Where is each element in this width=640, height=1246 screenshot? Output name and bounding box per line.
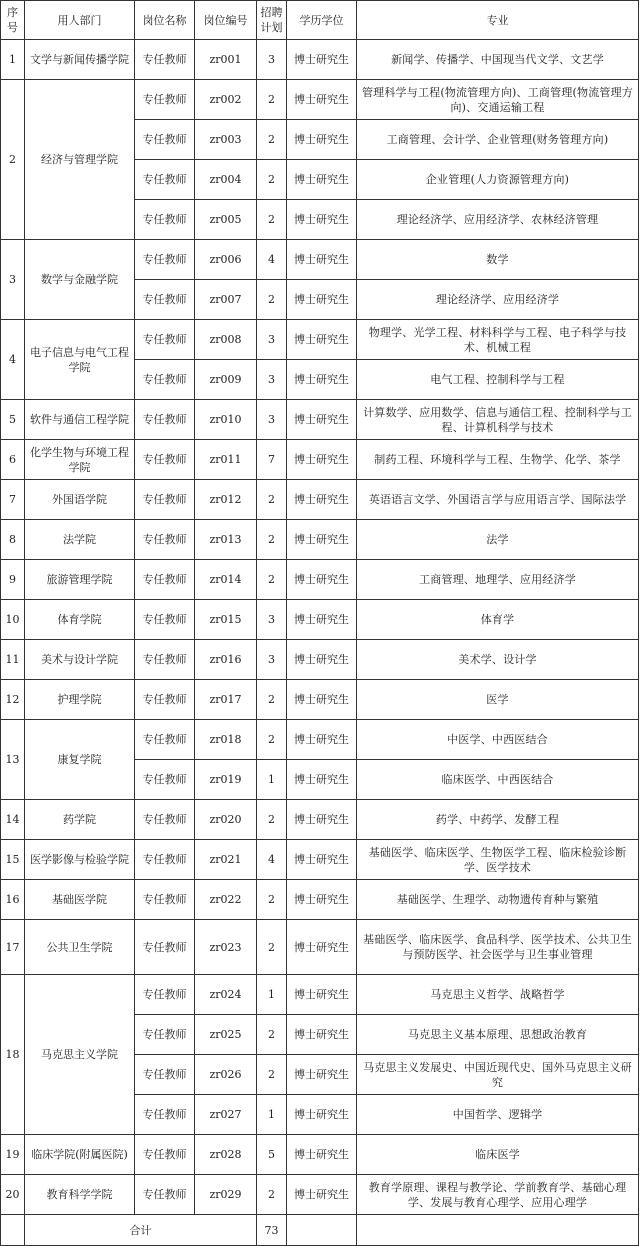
dept-cell: 护理学院 <box>25 680 135 720</box>
degree-cell: 博士研究生 <box>287 880 357 920</box>
major-cell: 马克思主义哲学、战略哲学 <box>357 975 639 1015</box>
major-cell: 理论经济学、应用经济学、农林经济管理 <box>357 200 639 240</box>
table-row <box>1 520 639 560</box>
table-footer <box>1 1215 639 1246</box>
degree-cell: 博士研究生 <box>287 640 357 680</box>
degree-cell: 博士研究生 <box>287 280 357 320</box>
seq-cell: 17 <box>1 920 25 975</box>
table-row <box>1 600 639 640</box>
post-cell: 专任教师 <box>135 120 195 160</box>
degree-cell: 博士研究生 <box>287 160 357 200</box>
post-cell: 专任教师 <box>135 640 195 680</box>
total-major-cell <box>357 1215 639 1246</box>
major-cell: 医学 <box>357 680 639 720</box>
degree-cell: 博士研究生 <box>287 600 357 640</box>
dept-cell: 公共卫生学院 <box>25 920 135 975</box>
major-cell: 工商管理、会计学、企业管理(财务管理方向) <box>357 120 639 160</box>
num-cell: 2 <box>257 280 287 320</box>
header-num: 招聘计划 <box>257 1 287 40</box>
total-value: 73 <box>257 1215 287 1246</box>
degree-cell: 博士研究生 <box>287 80 357 120</box>
num-cell: 4 <box>257 840 287 880</box>
post-cell: 专任教师 <box>135 720 195 760</box>
post-cell: 专任教师 <box>135 840 195 880</box>
table-header <box>1 1 639 40</box>
header-seq: 序号 <box>1 1 25 40</box>
num-cell: 3 <box>257 320 287 360</box>
degree-cell: 博士研究生 <box>287 400 357 440</box>
num-cell: 3 <box>257 360 287 400</box>
major-cell: 体育学 <box>357 600 639 640</box>
major-cell: 药学、中药学、发酵工程 <box>357 800 639 840</box>
dept-cell: 康复学院 <box>25 720 135 800</box>
code-cell: zr023 <box>195 920 257 975</box>
major-cell: 数学 <box>357 240 639 280</box>
code-cell: zr015 <box>195 600 257 640</box>
post-cell: 专任教师 <box>135 400 195 440</box>
code-cell: zr005 <box>195 200 257 240</box>
seq-cell: 11 <box>1 640 25 680</box>
major-cell: 临床医学、中西医结合 <box>357 760 639 800</box>
code-cell: zr004 <box>195 160 257 200</box>
seq-cell: 3 <box>1 240 25 320</box>
post-cell: 专任教师 <box>135 280 195 320</box>
num-cell: 3 <box>257 600 287 640</box>
degree-cell: 博士研究生 <box>287 40 357 80</box>
post-cell: 专任教师 <box>135 520 195 560</box>
seq-cell: 13 <box>1 720 25 800</box>
degree-cell: 博士研究生 <box>287 920 357 975</box>
num-cell: 2 <box>257 680 287 720</box>
header-row <box>1 1 639 40</box>
code-cell: zr017 <box>195 680 257 720</box>
post-cell: 专任教师 <box>135 560 195 600</box>
degree-cell: 博士研究生 <box>287 200 357 240</box>
post-cell: 专任教师 <box>135 80 195 120</box>
code-cell: zr025 <box>195 1015 257 1055</box>
code-cell: zr013 <box>195 520 257 560</box>
major-cell: 理论经济学、应用经济学 <box>357 280 639 320</box>
post-cell: 专任教师 <box>135 680 195 720</box>
num-cell: 2 <box>257 920 287 975</box>
seq-cell: 19 <box>1 1135 25 1175</box>
major-cell: 马克思主义基本原理、思想政治教育 <box>357 1015 639 1055</box>
major-cell: 美术学、设计学 <box>357 640 639 680</box>
table-row <box>1 440 639 480</box>
degree-cell: 博士研究生 <box>287 240 357 280</box>
table-row <box>1 320 639 360</box>
total-seq-cell <box>1 1215 25 1246</box>
seq-cell: 15 <box>1 840 25 880</box>
post-cell: 专任教师 <box>135 440 195 480</box>
degree-cell: 博士研究生 <box>287 520 357 560</box>
dept-cell: 经济与管理学院 <box>25 80 135 240</box>
dept-cell: 基础医学院 <box>25 880 135 920</box>
code-cell: zr019 <box>195 760 257 800</box>
table-row <box>1 800 639 840</box>
major-cell: 基础医学、生理学、动物遗传育种与繁殖 <box>357 880 639 920</box>
post-cell: 专任教师 <box>135 200 195 240</box>
num-cell: 2 <box>257 1175 287 1215</box>
major-cell: 管理科学与工程(物流管理方向)、工商管理(物流管理方向)、交通运输工程 <box>357 80 639 120</box>
num-cell: 2 <box>257 200 287 240</box>
num-cell: 2 <box>257 80 287 120</box>
num-cell: 2 <box>257 880 287 920</box>
major-cell: 物理学、光学工程、材料科学与工程、电子科学与技术、机械工程 <box>357 320 639 360</box>
total-degree-cell <box>287 1215 357 1246</box>
table-row <box>1 640 639 680</box>
code-cell: zr002 <box>195 80 257 120</box>
num-cell: 2 <box>257 800 287 840</box>
major-cell: 工商管理、地理学、应用经济学 <box>357 560 639 600</box>
seq-cell: 18 <box>1 975 25 1135</box>
post-cell: 专任教师 <box>135 1095 195 1135</box>
num-cell: 2 <box>257 1015 287 1055</box>
major-cell: 教育学原理、课程与教学论、学前教育学、基础心理学、发展与教育心理学、应用心理学 <box>357 1175 639 1215</box>
total-row <box>1 1215 639 1246</box>
num-cell: 2 <box>257 520 287 560</box>
total-label: 合计 <box>25 1215 257 1246</box>
major-cell: 英语语言文学、外国语言学与应用语言学、国际法学 <box>357 480 639 520</box>
code-cell: zr008 <box>195 320 257 360</box>
code-cell: zr026 <box>195 1055 257 1095</box>
code-cell: zr014 <box>195 560 257 600</box>
seq-cell: 6 <box>1 440 25 480</box>
post-cell: 专任教师 <box>135 480 195 520</box>
dept-cell: 药学院 <box>25 800 135 840</box>
seq-cell: 9 <box>1 560 25 600</box>
table-row <box>1 975 639 1015</box>
post-cell: 专任教师 <box>135 320 195 360</box>
seq-cell: 14 <box>1 800 25 840</box>
dept-cell: 旅游管理学院 <box>25 560 135 600</box>
table-row <box>1 80 639 120</box>
table-row <box>1 1135 639 1175</box>
dept-cell: 临床学院(附属医院) <box>25 1135 135 1175</box>
degree-cell: 博士研究生 <box>287 840 357 880</box>
header-major: 专业 <box>357 1 639 40</box>
degree-cell: 博士研究生 <box>287 680 357 720</box>
code-cell: zr003 <box>195 120 257 160</box>
post-cell: 专任教师 <box>135 975 195 1015</box>
code-cell: zr016 <box>195 640 257 680</box>
num-cell: 3 <box>257 640 287 680</box>
dept-cell: 外国语学院 <box>25 480 135 520</box>
dept-cell: 电子信息与电气工程学院 <box>25 320 135 400</box>
num-cell: 3 <box>257 400 287 440</box>
num-cell: 2 <box>257 120 287 160</box>
seq-cell: 2 <box>1 80 25 240</box>
num-cell: 7 <box>257 440 287 480</box>
dept-cell: 化学生物与环境工程学院 <box>25 440 135 480</box>
table-row <box>1 40 639 80</box>
post-cell: 专任教师 <box>135 240 195 280</box>
num-cell: 4 <box>257 240 287 280</box>
num-cell: 2 <box>257 720 287 760</box>
code-cell: zr001 <box>195 40 257 80</box>
post-cell: 专任教师 <box>135 360 195 400</box>
degree-cell: 博士研究生 <box>287 1015 357 1055</box>
degree-cell: 博士研究生 <box>287 800 357 840</box>
code-cell: zr011 <box>195 440 257 480</box>
code-cell: zr012 <box>195 480 257 520</box>
code-cell: zr018 <box>195 720 257 760</box>
num-cell: 3 <box>257 40 287 80</box>
seq-cell: 1 <box>1 40 25 80</box>
major-cell: 基础医学、临床医学、生物医学工程、临床检验诊断学、医学技术 <box>357 840 639 880</box>
degree-cell: 博士研究生 <box>287 480 357 520</box>
dept-cell: 医学影像与检验学院 <box>25 840 135 880</box>
seq-cell: 8 <box>1 520 25 560</box>
code-cell: zr021 <box>195 840 257 880</box>
code-cell: zr006 <box>195 240 257 280</box>
table-row <box>1 920 639 975</box>
major-cell: 中国哲学、逻辑学 <box>357 1095 639 1135</box>
seq-cell: 7 <box>1 480 25 520</box>
post-cell: 专任教师 <box>135 760 195 800</box>
num-cell: 1 <box>257 1095 287 1135</box>
num-cell: 2 <box>257 560 287 600</box>
seq-cell: 12 <box>1 680 25 720</box>
code-cell: zr010 <box>195 400 257 440</box>
dept-cell: 文学与新闻传播学院 <box>25 40 135 80</box>
degree-cell: 博士研究生 <box>287 320 357 360</box>
header-degree: 学历学位 <box>287 1 357 40</box>
degree-cell: 博士研究生 <box>287 720 357 760</box>
code-cell: zr029 <box>195 1175 257 1215</box>
degree-cell: 博士研究生 <box>287 1095 357 1135</box>
code-cell: zr020 <box>195 800 257 840</box>
post-cell: 专任教师 <box>135 880 195 920</box>
dept-cell: 数学与金融学院 <box>25 240 135 320</box>
dept-cell: 法学院 <box>25 520 135 560</box>
table-row <box>1 1175 639 1215</box>
dept-cell: 马克思主义学院 <box>25 975 135 1135</box>
table-row <box>1 240 639 280</box>
header-post: 岗位名称 <box>135 1 195 40</box>
seq-cell: 16 <box>1 880 25 920</box>
dept-cell: 软件与通信工程学院 <box>25 400 135 440</box>
degree-cell: 博士研究生 <box>287 1175 357 1215</box>
code-cell: zr027 <box>195 1095 257 1135</box>
post-cell: 专任教师 <box>135 40 195 80</box>
table-row <box>1 720 639 760</box>
seq-cell: 10 <box>1 600 25 640</box>
table-row <box>1 480 639 520</box>
major-cell: 马克思主义发展史、中国近现代史、国外马克思主义研究 <box>357 1055 639 1095</box>
code-cell: zr007 <box>195 280 257 320</box>
post-cell: 专任教师 <box>135 1055 195 1095</box>
major-cell: 计算数学、应用数学、信息与通信工程、控制科学与工程、计算机科学与技术 <box>357 400 639 440</box>
seq-cell: 5 <box>1 400 25 440</box>
degree-cell: 博士研究生 <box>287 560 357 600</box>
table-row <box>1 880 639 920</box>
code-cell: zr009 <box>195 360 257 400</box>
post-cell: 专任教师 <box>135 600 195 640</box>
code-cell: zr028 <box>195 1135 257 1175</box>
post-cell: 专任教师 <box>135 160 195 200</box>
num-cell: 1 <box>257 760 287 800</box>
degree-cell: 博士研究生 <box>287 1055 357 1095</box>
dept-cell: 美术与设计学院 <box>25 640 135 680</box>
num-cell: 2 <box>257 480 287 520</box>
table-body <box>1 40 639 1215</box>
post-cell: 专任教师 <box>135 920 195 975</box>
major-cell: 电气工程、控制科学与工程 <box>357 360 639 400</box>
header-dept: 用人部门 <box>25 1 135 40</box>
num-cell: 2 <box>257 1055 287 1095</box>
dept-cell: 体育学院 <box>25 600 135 640</box>
code-cell: zr022 <box>195 880 257 920</box>
major-cell: 制药工程、环境科学与工程、生物学、化学、茶学 <box>357 440 639 480</box>
table-row <box>1 680 639 720</box>
major-cell: 中医学、中西医结合 <box>357 720 639 760</box>
header-code: 岗位编号 <box>195 1 257 40</box>
post-cell: 专任教师 <box>135 1015 195 1055</box>
degree-cell: 博士研究生 <box>287 975 357 1015</box>
table-row <box>1 560 639 600</box>
degree-cell: 博士研究生 <box>287 440 357 480</box>
major-cell: 企业管理(人力资源管理方向) <box>357 160 639 200</box>
degree-cell: 博士研究生 <box>287 760 357 800</box>
major-cell: 新闻学、传播学、中国现当代文学、文艺学 <box>357 40 639 80</box>
major-cell: 基础医学、临床医学、食品科学、医学技术、公共卫生与预防医学、社会医学与卫生事业管理 <box>357 920 639 975</box>
degree-cell: 博士研究生 <box>287 120 357 160</box>
num-cell: 1 <box>257 975 287 1015</box>
major-cell: 法学 <box>357 520 639 560</box>
degree-cell: 博士研究生 <box>287 1135 357 1175</box>
code-cell: zr024 <box>195 975 257 1015</box>
seq-cell: 20 <box>1 1175 25 1215</box>
num-cell: 5 <box>257 1135 287 1175</box>
post-cell: 专任教师 <box>135 800 195 840</box>
dept-cell: 教育科学学院 <box>25 1175 135 1215</box>
major-cell: 临床医学 <box>357 1135 639 1175</box>
post-cell: 专任教师 <box>135 1135 195 1175</box>
degree-cell: 博士研究生 <box>287 360 357 400</box>
num-cell: 2 <box>257 160 287 200</box>
seq-cell: 4 <box>1 320 25 400</box>
post-cell: 专任教师 <box>135 1175 195 1215</box>
table-row <box>1 840 639 880</box>
table-row <box>1 400 639 440</box>
